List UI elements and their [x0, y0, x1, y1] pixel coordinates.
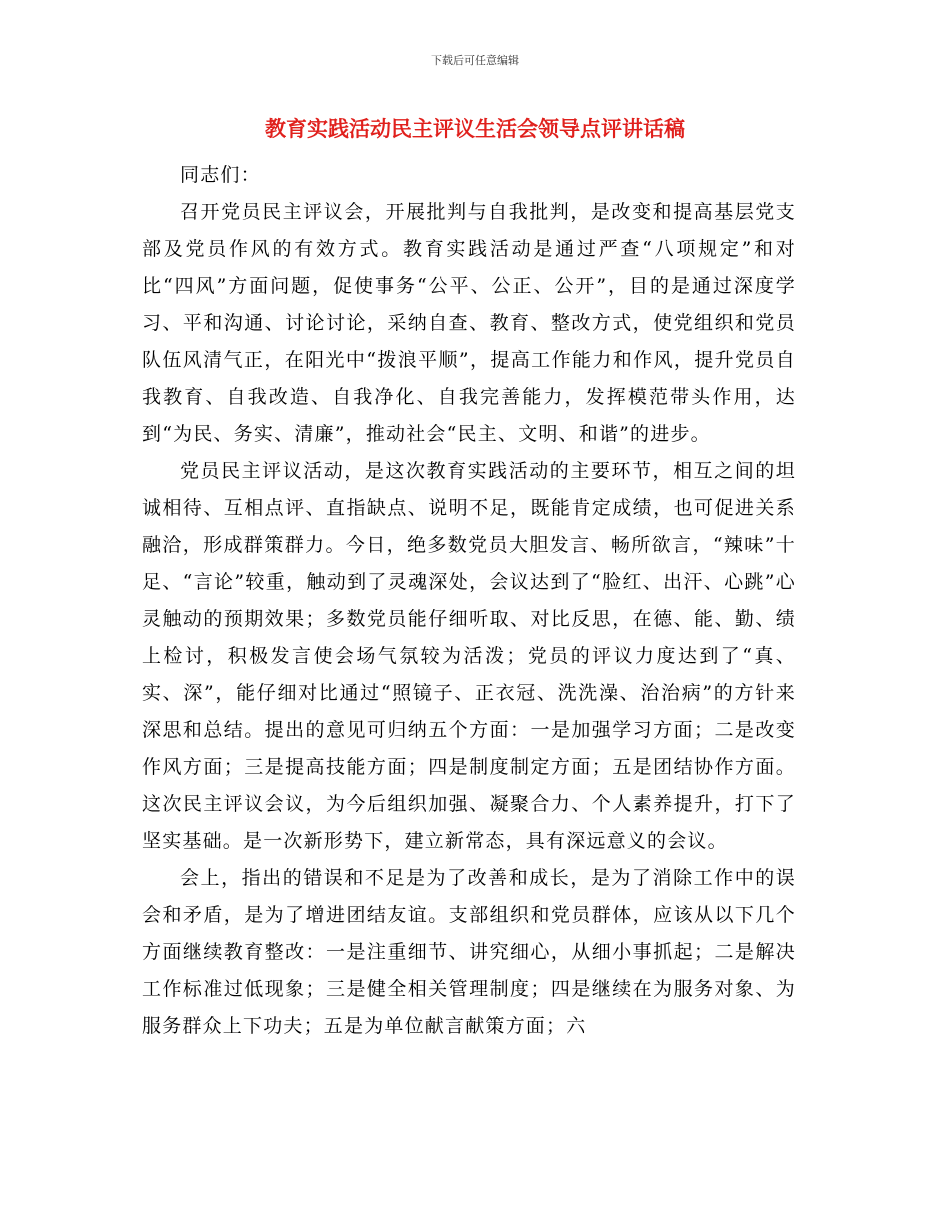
paragraph-2: 党员民主评议活动，是这次教育实践活动的主要环节，相互之间的坦诚相待、互相点评、直指缺点、说明不足，既能肯定成绩，也可促进关系融洽，形成群策群力。今日，绝多数党员大胆发言、畅所欲言，“辣味”十足、“言论”较重，触动到了灵魂深处，会议达到了“脸红、出汗、心跳”心灵触动的预期效果；多数党员能仔细听取、对比反思，在德、能、勤、绩上检讨，积极发言使会场气氛较为活泼；党员的评议力度达到了“真、实、深”，能仔细对比通过“照镜子、正衣冠、洗洗澡、治治病”的方针来深思和总结。提出的意见可归纳五个方面：一是加强学习方面；二是改变作风方面；三是提高技能方面；四是制度制定方面；五是团结协作方面。这次民主评议会议，为今后组织加强、凝聚合力、个人素养提升，打下了坚实基础。是一次新形势下，建立新常态，具有深远意义的会议。: [142, 460, 796, 852]
document-body: [142, 157, 796, 1045]
greeting: 同志们：: [180, 164, 261, 186]
page-header-note: 下载后可任意编辑: [431, 54, 519, 67]
paragraph-3: 会上，指出的错误和不足是为了改善和成长，是为了消除工作中的误会和矛盾，是为了增进团结友谊。支部组织和党员群体，应该从以下几个方面继续教育整改：一是注重细节、讲究细心，从细小事抓起；二是解决工作标准过低现象；三是健全相关管理制度；四是继续在为服务对象、为服务群众上下功夫；五是为单位献言献策方面；六: [142, 867, 796, 1037]
document-title: 教育实践活动民主评议生活会领导点评讲话稿: [265, 117, 685, 141]
paragraph-1: 召开党员民主评议会，开展批判与自我批判，是改变和提高基层党支部及党员作风的有效方式。教育实践活动是通过严查“八项规定”和对比“四风”方面问题，促使事务“公平、公正、公开”，目的是通过深度学习、平和沟通、讨论讨论，采纳自查、教育、整改方式，使党组织和党员队伍风清气正，在阳光中“拨浪平顺”，提高工作能力和作风，提升党员自我教育、自我改造、自我净化、自我完善能力，发挥模范带头作用，达到“为民、务实、清廉”，推动社会“民主、文明、和谐”的进步。: [142, 201, 796, 445]
